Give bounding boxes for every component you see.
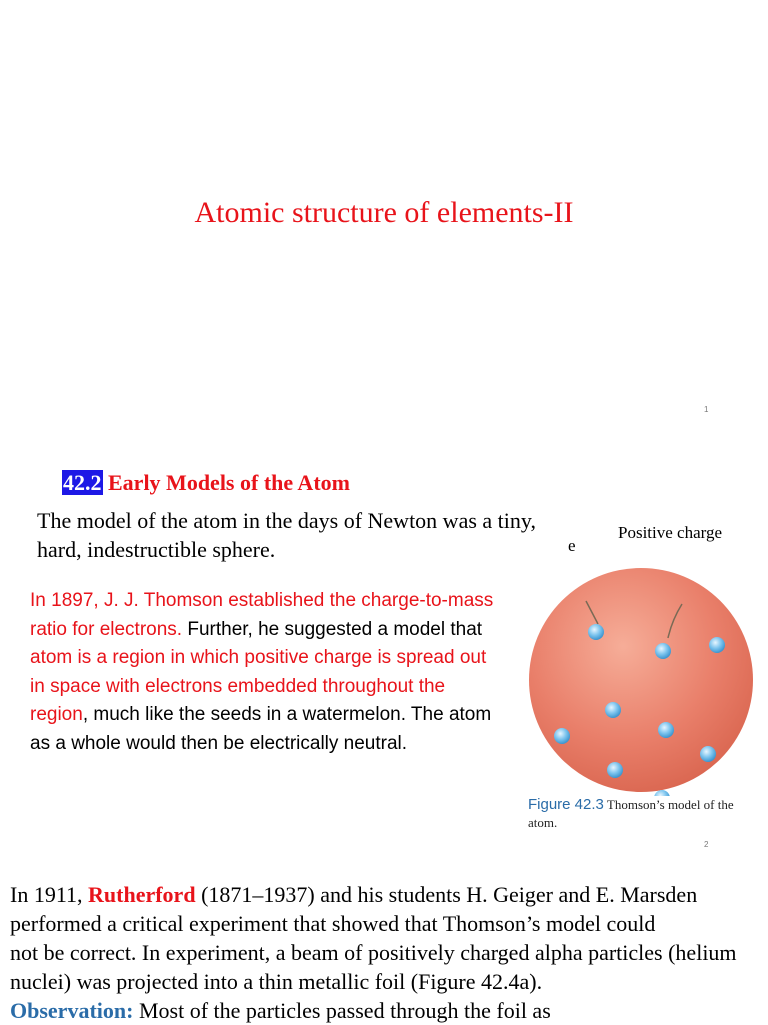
deck-title: Atomic structure of elements-II: [194, 196, 574, 229]
thomson-model-figure: [522, 520, 768, 840]
electron: [607, 762, 623, 778]
observation-text: Most of the particles passed through the foil as: [133, 998, 551, 1023]
electron: [658, 722, 674, 738]
rutherford-text-line1: (1871–1937) and his students H. Geiger and E. Marsden performed a critical experiment that showed that Thomson’s model could: [10, 882, 698, 936]
page-number: 1: [704, 405, 709, 414]
plum-pudding-atom-illustration: [522, 520, 768, 796]
section-number: 42.2: [63, 470, 102, 495]
electron: [554, 728, 570, 744]
figure-caption: [528, 796, 764, 832]
rutherford-paragraph: [10, 880, 762, 1025]
rutherford-intro: In 1911,: [10, 882, 89, 907]
section-title: Early Models of the Atom: [108, 470, 350, 495]
rutherford-text-line2: not be correct. In experiment, a beam of positively charged alpha particles (helium nuclei) was projected into a thin metallic foil (Figure 42.4a).: [10, 940, 737, 994]
section-heading: [62, 470, 350, 496]
rutherford-name: Rutherford: [88, 882, 196, 907]
thomson-model-intro: Further, he suggested a model that: [182, 618, 483, 640]
figure-caption-text: Thomson’s model of the atom.: [528, 797, 734, 830]
observation-label: Observation:: [10, 998, 134, 1023]
positive-charge-sphere: [529, 568, 753, 792]
thomson-paragraph: [30, 587, 500, 758]
thomson-ratio-text: In 1897, J. J. Thomson established the charge-to-mass ratio for electrons.: [30, 590, 494, 640]
electron: [588, 624, 604, 640]
early-models-slide: [0, 432, 768, 862]
rutherford-slide: [0, 862, 768, 1024]
thomson-model-definition: atom is a region in which positive charge is spread out in space with electrons embedded throughout the region: [30, 647, 487, 725]
positive-charge-label: Positive charge: [618, 523, 723, 542]
electron: [709, 637, 725, 653]
electron: [655, 643, 671, 659]
title-slide: [0, 0, 768, 432]
figure-number: Figure 42.3: [528, 796, 604, 813]
electron: [605, 702, 621, 718]
electron: [700, 746, 716, 762]
electron-label: e: [568, 536, 576, 555]
newton-paragraph: The model of the atom in the days of Newton was a tiny, hard, indestructible sphere.: [37, 508, 536, 562]
page-number: 2: [704, 840, 709, 849]
thomson-model-conclusion: , much like the seeds in a watermelon. The atom as a whole would then be electrically neutral.: [30, 704, 492, 754]
